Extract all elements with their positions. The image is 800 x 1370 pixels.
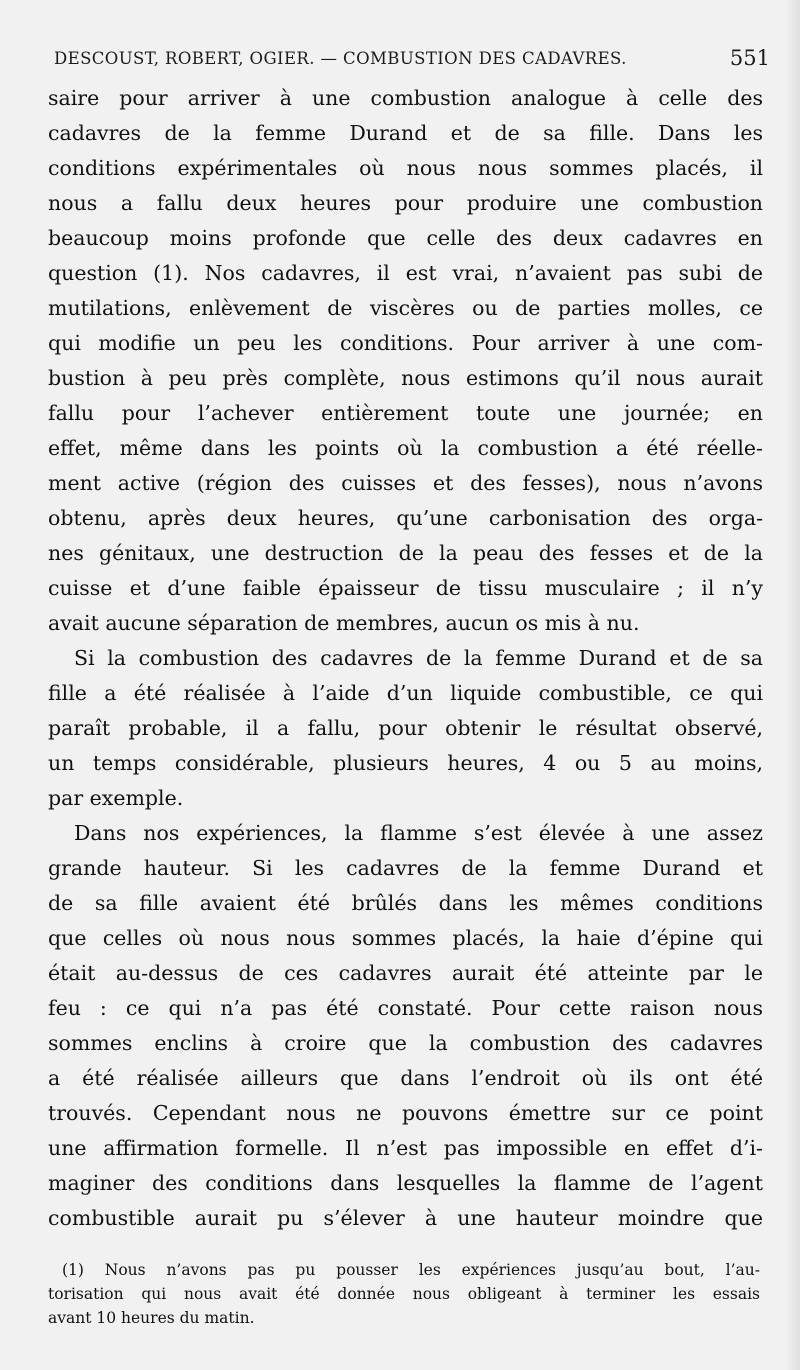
text-line: une affirmation formelle. Il n’est pas impossible en effet d’i- xyxy=(48,1136,763,1160)
text-line: nes génitaux, une destruction de la peau des fesses et de la xyxy=(48,541,763,565)
text-line: saire pour arriver à une combustion analogue à celle des xyxy=(48,86,763,110)
footnote-line: avant 10 heures du matin. xyxy=(48,1309,255,1327)
text-line: bustion à peu près complète, nous estimons qu’il nous aurait xyxy=(48,366,763,390)
text-line: combustible aurait pu s’élever à une hauteur moindre que xyxy=(48,1206,763,1230)
text-line: de sa fille avaient été brûlés dans les mêmes conditions xyxy=(48,891,763,915)
text-line: question (1). Nos cadavres, il est vrai, n’avaient pas subi de xyxy=(48,261,763,285)
text-line: beaucoup moins profonde que celle des deux cadavres en xyxy=(48,226,763,250)
text-line: conditions expérimentales où nous nous sommes placés, il xyxy=(48,156,763,180)
text-line: paraît probable, il a fallu, pour obtenir le résultat observé, xyxy=(48,716,763,740)
text-line: obtenu, après deux heures, qu’une carbonisation des orga- xyxy=(48,506,763,530)
text-line: que celles où nous nous sommes placés, la haie d’épine qui xyxy=(48,926,763,950)
main-text xyxy=(48,81,763,1236)
running-header xyxy=(54,42,770,74)
text-line: effet, même dans les points où la combustion a été réelle- xyxy=(48,436,763,460)
text-line: cadavres de la femme Durand et de sa fille. Dans les xyxy=(48,121,763,145)
text-line: Si la combustion des cadavres de la femme Durand et de sa xyxy=(74,646,763,670)
text-line: sommes enclins à croire que la combustion des cadavres xyxy=(48,1031,763,1055)
text-line: maginer des conditions dans lesquelles la flamme de l’agent xyxy=(48,1171,763,1195)
text-line: était au-dessus de ces cadavres aurait été atteinte par le xyxy=(48,961,763,985)
text-line: mutilations, enlèvement de viscères ou de parties molles, ce xyxy=(48,296,763,320)
text-line: trouvés. Cependant nous ne pouvons émettre sur ce point xyxy=(48,1101,763,1125)
text-line: nous a fallu deux heures pour produire une combustion xyxy=(48,191,763,215)
text-line: fille a été réalisée à l’aide d’un liquide combustible, ce qui xyxy=(48,681,763,705)
page-number: 551 xyxy=(729,46,770,70)
footnote-line: torisation qui nous avait été donnée nous obligeant à terminer les essais xyxy=(48,1285,760,1303)
text-line: cuisse et d’une faible épaisseur de tissu musculaire ; il n’y xyxy=(48,576,763,600)
text-line: un temps considérable, plusieurs heures, 4 ou 5 au moins, xyxy=(48,751,763,775)
text-line: avait aucune séparation de membres, aucun os mis à nu. xyxy=(48,611,640,635)
running-title: DESCOUST, ROBERT, OGIER. — COMBUSTION DES CADAVRES. xyxy=(54,48,627,68)
footnote xyxy=(48,1258,760,1330)
text-line: qui modifie un peu les conditions. Pour arriver à une com- xyxy=(48,331,763,355)
text-line: fallu pour l’achever entièrement toute une journée; en xyxy=(48,401,763,425)
footnote-line: (1) Nous n’avons pas pu pousser les expériences jusqu’au bout, l’au- xyxy=(62,1261,760,1279)
page-edge-shadow xyxy=(786,0,800,1370)
text-line: par exemple. xyxy=(48,786,184,810)
text-line: a été réalisée ailleurs que dans l’endroit où ils ont été xyxy=(48,1066,763,1090)
text-line: feu : ce qui n’a pas été constaté. Pour cette raison nous xyxy=(48,996,763,1020)
text-line: ment active (région des cuisses et des fesses), nous n’avons xyxy=(48,471,763,495)
text-line: Dans nos expériences, la flamme s’est élevée à une assez xyxy=(74,821,763,845)
text-line: grande hauteur. Si les cadavres de la femme Durand et xyxy=(48,856,763,880)
